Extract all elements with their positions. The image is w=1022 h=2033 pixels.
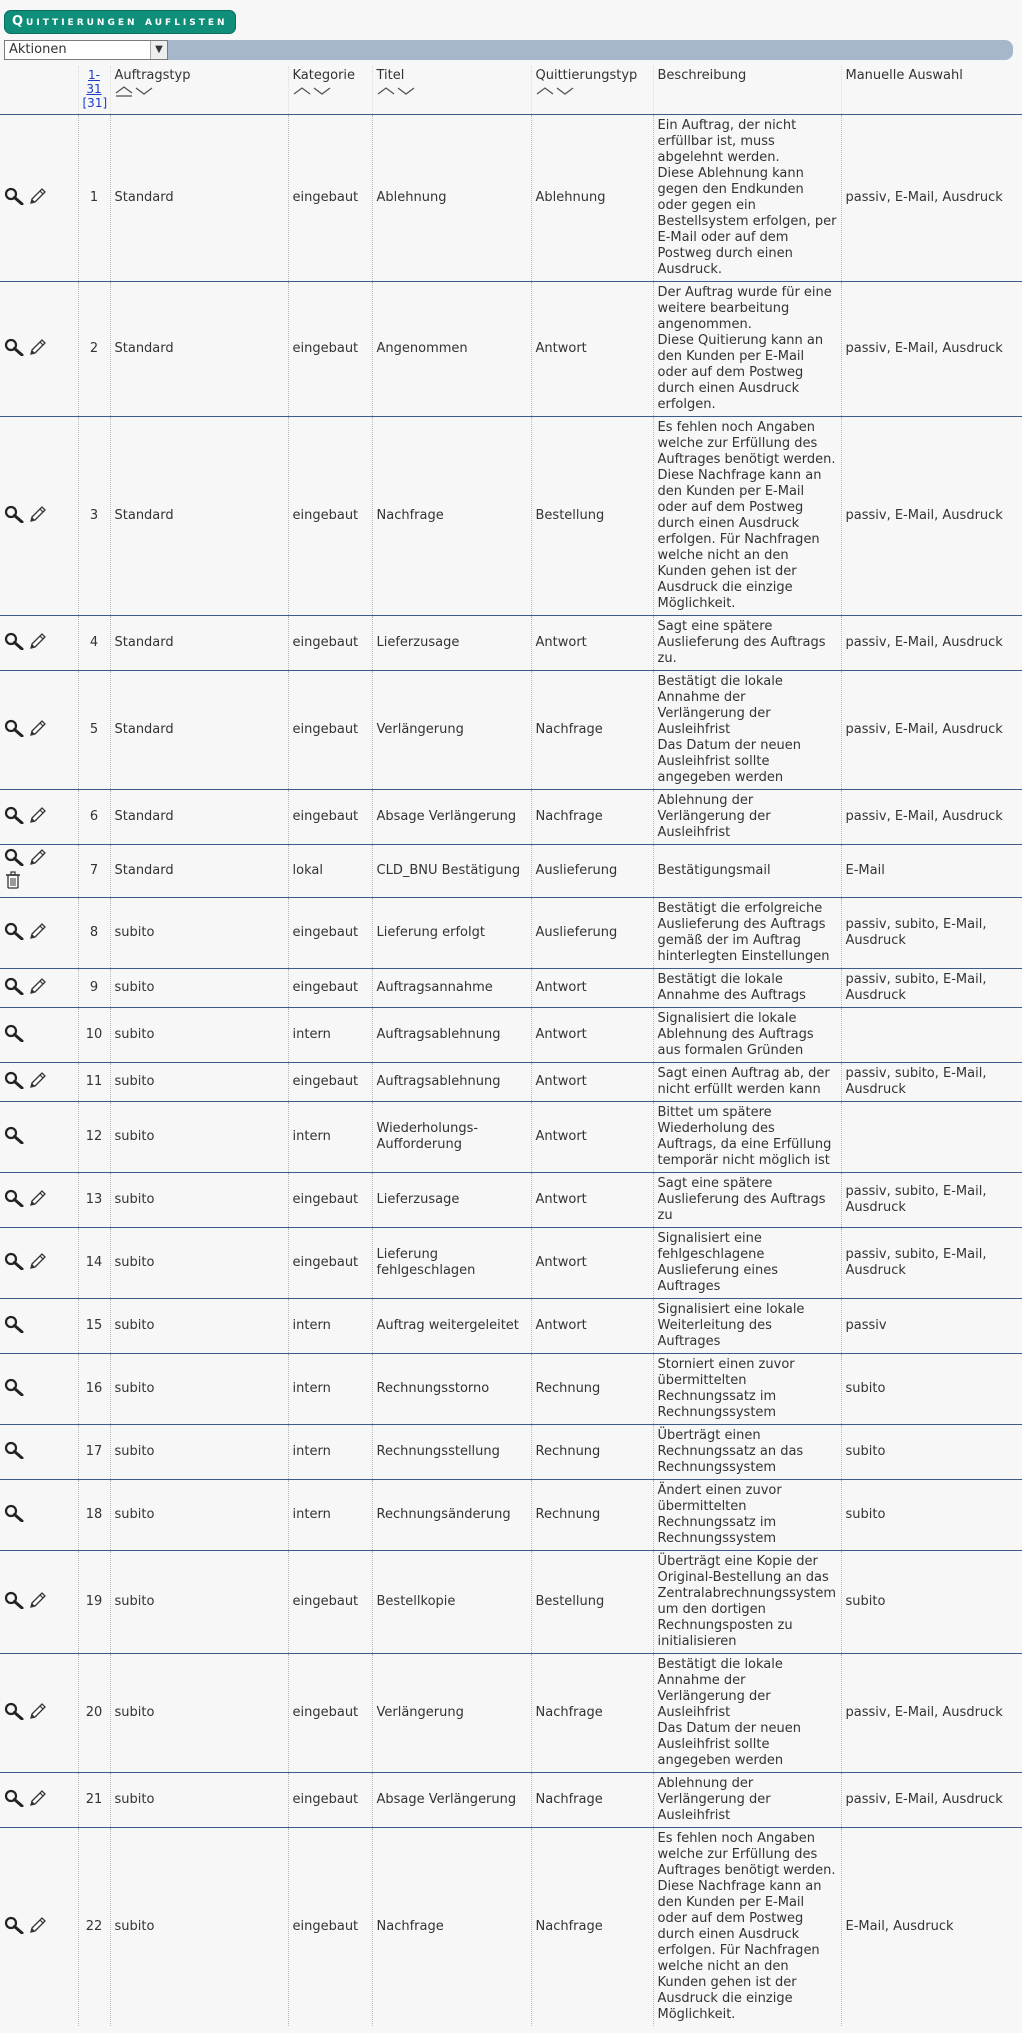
cell-kategorie: eingebaut bbox=[288, 616, 372, 671]
cell-titel: Nachfrage bbox=[372, 417, 531, 616]
cell-auftragstyp: subito bbox=[110, 1228, 288, 1299]
magnifier-icon[interactable] bbox=[4, 1378, 24, 1401]
header-titel bbox=[372, 66, 531, 115]
row-number: 8 bbox=[78, 898, 110, 969]
actions-select[interactable] bbox=[4, 40, 168, 60]
table-row bbox=[0, 1425, 1022, 1480]
cell-auftragstyp: Standard bbox=[110, 115, 288, 282]
header-kategorie-label: Kategorie bbox=[292, 68, 356, 83]
cell-beschreibung: Ablehnung der Verlängerung der Ausleihfrist bbox=[653, 1773, 841, 1828]
cell-beschreibung: Bestätigt die lokale Annahme des Auftrags bbox=[653, 969, 841, 1008]
cell-titel: Nachfrage bbox=[372, 1828, 531, 2027]
cell-quittierungstyp: Antwort bbox=[531, 1008, 653, 1063]
cell-kategorie: eingebaut bbox=[288, 282, 372, 417]
pencil-icon[interactable] bbox=[28, 1789, 48, 1812]
row-actions bbox=[0, 1228, 78, 1299]
cell-beschreibung: Bestätigt die lokale Annahme der Verlängerung der Ausleihfrist Das Datum der neuen Ausleihfrist sollte angegeben werden bbox=[653, 1654, 841, 1773]
row-actions bbox=[0, 115, 78, 282]
cell-manuelle-auswahl: passiv, E-Mail, Ausdruck bbox=[841, 115, 1022, 282]
header-auftragstyp bbox=[110, 66, 288, 115]
cell-quittierungstyp: Antwort bbox=[531, 616, 653, 671]
cell-quittierungstyp: Antwort bbox=[531, 1299, 653, 1354]
cell-auftragstyp: subito bbox=[110, 1551, 288, 1654]
sort-asc-active-icon[interactable] bbox=[115, 85, 133, 97]
cell-auftragstyp: Standard bbox=[110, 616, 288, 671]
cell-auftragstyp: subito bbox=[110, 1173, 288, 1228]
cell-quittierungstyp: Nachfrage bbox=[531, 1828, 653, 2027]
magnifier-icon[interactable] bbox=[4, 1591, 24, 1614]
cell-kategorie: eingebaut bbox=[288, 1828, 372, 2027]
table-row bbox=[0, 1828, 1022, 2027]
pencil-icon[interactable] bbox=[28, 848, 48, 871]
magnifier-icon[interactable] bbox=[4, 848, 24, 871]
acknowledgement-table bbox=[0, 66, 1022, 2026]
row-number: 3 bbox=[78, 417, 110, 616]
cell-auftragstyp: subito bbox=[110, 898, 288, 969]
row-actions bbox=[0, 845, 78, 898]
cell-quittierungstyp: Rechnung bbox=[531, 1425, 653, 1480]
cell-titel: Verlängerung bbox=[372, 671, 531, 790]
cell-manuelle-auswahl: subito bbox=[841, 1480, 1022, 1551]
range-link[interactable]: 1-31 bbox=[86, 68, 102, 96]
magnifier-icon[interactable] bbox=[4, 1024, 24, 1047]
cell-auftragstyp: subito bbox=[110, 1654, 288, 1773]
row-number: 19 bbox=[78, 1551, 110, 1654]
cell-kategorie: intern bbox=[288, 1008, 372, 1063]
cell-titel: Wiederholungs-Aufforderung bbox=[372, 1102, 531, 1173]
pencil-icon[interactable] bbox=[28, 187, 48, 210]
row-actions bbox=[0, 1299, 78, 1354]
cell-quittierungstyp: Bestellung bbox=[531, 417, 653, 616]
cell-beschreibung: Der Auftrag wurde für eine weitere bearbeitung angenommen. Diese Quitierung kann an den Kunden per E-Mail oder auf dem Postweg durch einen Ausdruck erfolgen. bbox=[653, 282, 841, 417]
cell-kategorie: eingebaut bbox=[288, 790, 372, 845]
row-number: 20 bbox=[78, 1654, 110, 1773]
table-row bbox=[0, 671, 1022, 790]
cell-titel: Bestellkopie bbox=[372, 1551, 531, 1654]
cell-titel: Angenommen bbox=[372, 282, 531, 417]
cell-quittierungstyp: Antwort bbox=[531, 1173, 653, 1228]
sort-desc-icon[interactable] bbox=[397, 85, 415, 97]
cell-kategorie: intern bbox=[288, 1480, 372, 1551]
header-beschreibung bbox=[653, 66, 841, 115]
cell-kategorie: eingebaut bbox=[288, 1773, 372, 1828]
magnifier-icon[interactable] bbox=[4, 922, 24, 945]
row-actions bbox=[0, 1425, 78, 1480]
table-row bbox=[0, 1354, 1022, 1425]
magnifier-icon[interactable] bbox=[4, 719, 24, 742]
cell-manuelle-auswahl: subito bbox=[841, 1551, 1022, 1654]
cell-titel: Rechnungsstorno bbox=[372, 1354, 531, 1425]
cell-manuelle-auswahl: passiv, subito, E-Mail, Ausdruck bbox=[841, 1228, 1022, 1299]
sort-desc-icon[interactable] bbox=[556, 85, 574, 97]
cell-beschreibung: Es fehlen noch Angaben welche zur Erfüllung des Auftrages benötigt werden. Diese Nachfrage kann an den Kunden per E-Mail oder auf dem Postweg durch einen Ausdruck erfolgen. Für Nachfragen welche nicht an den Kunden gehen ist der Ausdruck die einzige Möglichkeit. bbox=[653, 1828, 841, 2027]
row-number: 15 bbox=[78, 1299, 110, 1354]
cell-auftragstyp: Standard bbox=[110, 282, 288, 417]
pencil-icon[interactable] bbox=[28, 977, 48, 1000]
cell-auftragstyp: Standard bbox=[110, 790, 288, 845]
cell-kategorie: eingebaut bbox=[288, 1654, 372, 1773]
row-actions bbox=[0, 1654, 78, 1773]
cell-manuelle-auswahl: passiv, E-Mail, Ausdruck bbox=[841, 1654, 1022, 1773]
magnifier-icon[interactable] bbox=[4, 505, 24, 528]
header-titel-label: Titel bbox=[376, 68, 405, 83]
table-row bbox=[0, 1480, 1022, 1551]
magnifier-icon[interactable] bbox=[4, 1252, 24, 1275]
cell-titel: Auftragsablehnung bbox=[372, 1008, 531, 1063]
pencil-icon[interactable] bbox=[28, 806, 48, 829]
cell-titel: Rechnungsänderung bbox=[372, 1480, 531, 1551]
cell-titel: Ablehnung bbox=[372, 115, 531, 282]
sort-desc-icon[interactable] bbox=[313, 85, 331, 97]
cell-quittierungstyp: Antwort bbox=[531, 969, 653, 1008]
table-row bbox=[0, 1299, 1022, 1354]
cell-auftragstyp: subito bbox=[110, 1480, 288, 1551]
pencil-icon[interactable] bbox=[28, 338, 48, 361]
cell-manuelle-auswahl: passiv, subito, E-Mail, Ausdruck bbox=[841, 1173, 1022, 1228]
cell-auftragstyp: subito bbox=[110, 1773, 288, 1828]
row-actions bbox=[0, 671, 78, 790]
page-title: Quittierungen auflisten bbox=[4, 10, 236, 34]
cell-kategorie: eingebaut bbox=[288, 1551, 372, 1654]
header-manuelle-auswahl bbox=[841, 66, 1022, 115]
cell-titel: Lieferung fehlgeschlagen bbox=[372, 1228, 531, 1299]
magnifier-icon[interactable] bbox=[4, 187, 24, 210]
cell-beschreibung: Sagt eine spätere Auslieferung des Auftrags zu bbox=[653, 1173, 841, 1228]
row-number: 4 bbox=[78, 616, 110, 671]
cell-quittierungstyp: Nachfrage bbox=[531, 1773, 653, 1828]
magnifier-icon[interactable] bbox=[4, 977, 24, 1000]
cell-kategorie: intern bbox=[288, 1354, 372, 1425]
row-actions bbox=[0, 898, 78, 969]
table-header-row bbox=[0, 66, 1022, 115]
cell-kategorie: eingebaut bbox=[288, 417, 372, 616]
magnifier-icon[interactable] bbox=[4, 1504, 24, 1527]
magnifier-icon[interactable] bbox=[4, 1916, 24, 1939]
cell-auftragstyp: Standard bbox=[110, 417, 288, 616]
total-count: [31] bbox=[82, 96, 108, 110]
magnifier-icon[interactable] bbox=[4, 1315, 24, 1338]
cell-beschreibung: Bestätigt die erfolgreiche Auslieferung des Auftrags gemäß der im Auftrag hinterlegten Einstellungen bbox=[653, 898, 841, 969]
cell-titel: Lieferzusage bbox=[372, 616, 531, 671]
cell-beschreibung: Überträgt einen Rechnungssatz an das Rechnungssystem bbox=[653, 1425, 841, 1480]
cell-quittierungstyp: Antwort bbox=[531, 282, 653, 417]
sort-asc-icon[interactable] bbox=[536, 85, 554, 97]
cell-manuelle-auswahl bbox=[841, 1102, 1022, 1173]
cell-titel: Auftrag weitergeleitet bbox=[372, 1299, 531, 1354]
row-number: 11 bbox=[78, 1063, 110, 1102]
table-row bbox=[0, 1063, 1022, 1102]
magnifier-icon[interactable] bbox=[4, 1189, 24, 1212]
cell-quittierungstyp: Nachfrage bbox=[531, 671, 653, 790]
cell-kategorie: eingebaut bbox=[288, 671, 372, 790]
cell-kategorie: eingebaut bbox=[288, 115, 372, 282]
sort-asc-icon[interactable] bbox=[377, 85, 395, 97]
magnifier-icon[interactable] bbox=[4, 1702, 24, 1725]
row-actions bbox=[0, 1480, 78, 1551]
row-number: 7 bbox=[78, 845, 110, 898]
cell-manuelle-auswahl: passiv, E-Mail, Ausdruck bbox=[841, 417, 1022, 616]
header-auftragstyp-label: Auftragstyp bbox=[114, 68, 191, 83]
cell-kategorie: intern bbox=[288, 1102, 372, 1173]
row-number: 2 bbox=[78, 282, 110, 417]
cell-titel: Lieferzusage bbox=[372, 1173, 531, 1228]
row-number: 9 bbox=[78, 969, 110, 1008]
row-actions bbox=[0, 1773, 78, 1828]
cell-titel: Absage Verlängerung bbox=[372, 1773, 531, 1828]
table-row bbox=[0, 1551, 1022, 1654]
cell-titel: Lieferung erfolgt bbox=[372, 898, 531, 969]
pencil-icon[interactable] bbox=[28, 1189, 48, 1212]
pencil-icon[interactable] bbox=[28, 1702, 48, 1725]
cell-kategorie: lokal bbox=[288, 845, 372, 898]
row-actions bbox=[0, 1354, 78, 1425]
cell-quittierungstyp: Antwort bbox=[531, 1228, 653, 1299]
cell-auftragstyp: subito bbox=[110, 969, 288, 1008]
table-row bbox=[0, 115, 1022, 282]
cell-quittierungstyp: Antwort bbox=[531, 1102, 653, 1173]
chevron-down-icon[interactable]: ▼ bbox=[150, 41, 167, 59]
table-row bbox=[0, 969, 1022, 1008]
table-row bbox=[0, 1173, 1022, 1228]
cell-kategorie: eingebaut bbox=[288, 1228, 372, 1299]
cell-manuelle-auswahl bbox=[841, 1008, 1022, 1063]
cell-manuelle-auswahl: passiv, subito, E-Mail, Ausdruck bbox=[841, 1063, 1022, 1102]
row-actions bbox=[0, 282, 78, 417]
row-number: 10 bbox=[78, 1008, 110, 1063]
cell-beschreibung: Überträgt eine Kopie der Original-Bestellung an das Zentralabrechnungssystem um den dortigen Rechnungsposten zu initialisieren bbox=[653, 1551, 841, 1654]
row-actions bbox=[0, 1828, 78, 2027]
magnifier-icon[interactable] bbox=[4, 1126, 24, 1149]
cell-auftragstyp: subito bbox=[110, 1063, 288, 1102]
header-icons bbox=[0, 66, 78, 115]
header-manuelle-auswahl-label: Manuelle Auswahl bbox=[845, 68, 963, 83]
pencil-icon[interactable] bbox=[28, 1916, 48, 1939]
pencil-icon[interactable] bbox=[28, 719, 48, 742]
cell-kategorie: eingebaut bbox=[288, 898, 372, 969]
cell-quittierungstyp: Nachfrage bbox=[531, 790, 653, 845]
cell-auftragstyp: Standard bbox=[110, 845, 288, 898]
cell-quittierungstyp: Antwort bbox=[531, 1063, 653, 1102]
pencil-icon[interactable] bbox=[28, 922, 48, 945]
row-actions bbox=[0, 616, 78, 671]
cell-quittierungstyp: Ablehnung bbox=[531, 115, 653, 282]
cell-manuelle-auswahl: E-Mail bbox=[841, 845, 1022, 898]
table-row bbox=[0, 417, 1022, 616]
row-number: 5 bbox=[78, 671, 110, 790]
table-row bbox=[0, 1654, 1022, 1773]
table-row bbox=[0, 616, 1022, 671]
table-row bbox=[0, 282, 1022, 417]
cell-quittierungstyp: Bestellung bbox=[531, 1551, 653, 1654]
magnifier-icon[interactable] bbox=[4, 338, 24, 361]
magnifier-icon[interactable] bbox=[4, 1071, 24, 1094]
cell-auftragstyp: Standard bbox=[110, 671, 288, 790]
cell-kategorie: intern bbox=[288, 1425, 372, 1480]
row-actions bbox=[0, 1008, 78, 1063]
cell-auftragstyp: subito bbox=[110, 1354, 288, 1425]
row-number: 6 bbox=[78, 790, 110, 845]
magnifier-icon[interactable] bbox=[4, 632, 24, 655]
table-row bbox=[0, 898, 1022, 969]
row-actions bbox=[0, 969, 78, 1008]
cell-beschreibung: Signalisiert die lokale Ablehnung des Auftrags aus formalen Gründen bbox=[653, 1008, 841, 1063]
pencil-icon[interactable] bbox=[28, 1591, 48, 1614]
cell-manuelle-auswahl: passiv, E-Mail, Ausdruck bbox=[841, 282, 1022, 417]
cell-beschreibung: Signalisiert eine lokale Weiterleitung des Auftrages bbox=[653, 1299, 841, 1354]
pencil-icon[interactable] bbox=[28, 632, 48, 655]
cell-beschreibung: Storniert einen zuvor übermittelten Rechnungssatz im Rechnungssystem bbox=[653, 1354, 841, 1425]
cell-auftragstyp: subito bbox=[110, 1299, 288, 1354]
header-range bbox=[78, 66, 110, 115]
row-actions bbox=[0, 1173, 78, 1228]
pencil-icon[interactable] bbox=[28, 1071, 48, 1094]
row-number: 18 bbox=[78, 1480, 110, 1551]
header-beschreibung-label: Beschreibung bbox=[657, 68, 747, 83]
magnifier-icon[interactable] bbox=[4, 1441, 24, 1464]
sort-asc-icon[interactable] bbox=[293, 85, 311, 97]
cell-manuelle-auswahl: passiv, E-Mail, Ausdruck bbox=[841, 790, 1022, 845]
cell-auftragstyp: subito bbox=[110, 1425, 288, 1480]
cell-quittierungstyp: Auslieferung bbox=[531, 845, 653, 898]
row-number: 21 bbox=[78, 1773, 110, 1828]
row-number: 13 bbox=[78, 1173, 110, 1228]
cell-auftragstyp: subito bbox=[110, 1008, 288, 1063]
header-quittierungstyp-label: Quittierungstyp bbox=[535, 68, 638, 83]
row-actions bbox=[0, 1102, 78, 1173]
cell-manuelle-auswahl: passiv, subito, E-Mail, Ausdruck bbox=[841, 969, 1022, 1008]
cell-titel: Auftragsablehnung bbox=[372, 1063, 531, 1102]
cell-auftragstyp: subito bbox=[110, 1102, 288, 1173]
cell-beschreibung: Bestätigungsmail bbox=[653, 845, 841, 898]
table-row bbox=[0, 1008, 1022, 1063]
cell-beschreibung: Sagt eine spätere Auslieferung des Auftrags zu. bbox=[653, 616, 841, 671]
row-number: 22 bbox=[78, 1828, 110, 2027]
cell-beschreibung: Es fehlen noch Angaben welche zur Erfüllung des Auftrages benötigt werden. Diese Nachfrage kann an den Kunden per E-Mail oder auf dem Postweg durch einen Ausdruck erfolgen. Für Nachfragen welche nicht an den Kunden gehen ist der Ausdruck die einzige Möglichkeit. bbox=[653, 417, 841, 616]
cell-beschreibung: Ein Auftrag, der nicht erfüllbar ist, muss abgelehnt werden. Diese Ablehnung kann gegen den Endkunden oder gegen ein Bestellsystem erfolgen, per E-Mail oder auf dem Postweg durch einen Ausdruck. bbox=[653, 115, 841, 282]
table-row bbox=[0, 790, 1022, 845]
cell-titel: Absage Verlängerung bbox=[372, 790, 531, 845]
row-actions bbox=[0, 790, 78, 845]
cell-quittierungstyp: Nachfrage bbox=[531, 1654, 653, 1773]
cell-beschreibung: Sagt einen Auftrag ab, der nicht erfüllt werden kann bbox=[653, 1063, 841, 1102]
row-actions bbox=[0, 1551, 78, 1654]
table-row bbox=[0, 1773, 1022, 1828]
trash-icon[interactable] bbox=[4, 871, 22, 894]
cell-beschreibung: Bestätigt die lokale Annahme der Verlängerung der Ausleihfrist Das Datum der neuen Ausleihfrist sollte angegeben werden bbox=[653, 671, 841, 790]
pencil-icon[interactable] bbox=[28, 505, 48, 528]
row-actions bbox=[0, 417, 78, 616]
cell-manuelle-auswahl: subito bbox=[841, 1354, 1022, 1425]
cell-manuelle-auswahl: passiv, subito, E-Mail, Ausdruck bbox=[841, 898, 1022, 969]
row-number: 16 bbox=[78, 1354, 110, 1425]
header-kategorie bbox=[288, 66, 372, 115]
cell-kategorie: eingebaut bbox=[288, 969, 372, 1008]
magnifier-icon[interactable] bbox=[4, 806, 24, 829]
cell-kategorie: eingebaut bbox=[288, 1173, 372, 1228]
cell-kategorie: intern bbox=[288, 1299, 372, 1354]
cell-auftragstyp: subito bbox=[110, 1828, 288, 2027]
header-quittierungstyp bbox=[531, 66, 653, 115]
row-number: 12 bbox=[78, 1102, 110, 1173]
cell-beschreibung: Ablehnung der Verlängerung der Ausleihfrist bbox=[653, 790, 841, 845]
cell-beschreibung: Signalisiert eine fehlgeschlagene Auslieferung eines Auftrages bbox=[653, 1228, 841, 1299]
table-row bbox=[0, 845, 1022, 898]
actions-select-label: Aktionen bbox=[9, 42, 67, 57]
cell-quittierungstyp: Rechnung bbox=[531, 1354, 653, 1425]
table-row bbox=[0, 1228, 1022, 1299]
cell-kategorie: eingebaut bbox=[288, 1063, 372, 1102]
row-number: 14 bbox=[78, 1228, 110, 1299]
cell-manuelle-auswahl: subito bbox=[841, 1425, 1022, 1480]
sort-desc-icon[interactable] bbox=[135, 85, 153, 97]
cell-titel: Verlängerung bbox=[372, 1654, 531, 1773]
cell-quittierungstyp: Auslieferung bbox=[531, 898, 653, 969]
cell-titel: Auftragsannahme bbox=[372, 969, 531, 1008]
cell-beschreibung: Bittet um spätere Wiederholung des Auftrags, da eine Erfüllung temporär nicht möglich ist bbox=[653, 1102, 841, 1173]
cell-manuelle-auswahl: passiv, E-Mail, Ausdruck bbox=[841, 1773, 1022, 1828]
row-actions bbox=[0, 1063, 78, 1102]
row-number: 1 bbox=[78, 115, 110, 282]
cell-manuelle-auswahl: passiv bbox=[841, 1299, 1022, 1354]
row-number: 17 bbox=[78, 1425, 110, 1480]
cell-titel: CLD_BNU Bestätigung bbox=[372, 845, 531, 898]
magnifier-icon[interactable] bbox=[4, 1789, 24, 1812]
pencil-icon[interactable] bbox=[28, 1252, 48, 1275]
table-row bbox=[0, 1102, 1022, 1173]
cell-titel: Rechnungsstellung bbox=[372, 1425, 531, 1480]
cell-quittierungstyp: Rechnung bbox=[531, 1480, 653, 1551]
cell-manuelle-auswahl: passiv, E-Mail, Ausdruck bbox=[841, 616, 1022, 671]
cell-manuelle-auswahl: E-Mail, Ausdruck bbox=[841, 1828, 1022, 2027]
cell-manuelle-auswahl: passiv, E-Mail, Ausdruck bbox=[841, 671, 1022, 790]
cell-beschreibung: Ändert einen zuvor übermittelten Rechnungssatz im Rechnungssystem bbox=[653, 1480, 841, 1551]
